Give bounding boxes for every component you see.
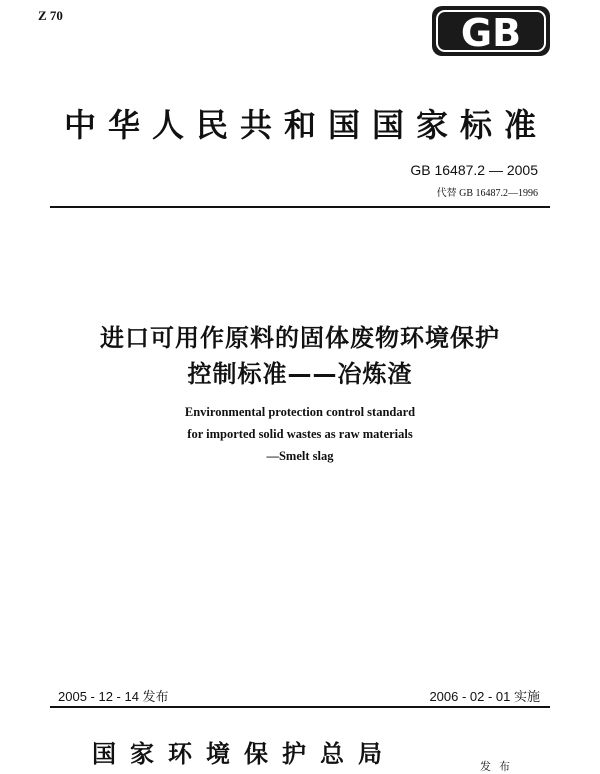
issuing-authority: 国家环境保护总局 <box>92 739 396 768</box>
ccs-code: Z 70 <box>38 8 63 23</box>
english-title-line-2: for imported solid wastes as raw materials <box>187 427 413 441</box>
gb-logo <box>432 6 550 56</box>
replaces-note: 代替 GB 16487.2—1996 <box>436 188 538 199</box>
english-title-line-1: Environmental protection control standard <box>184 405 416 419</box>
bottom-divider <box>50 706 550 708</box>
issue-date: 2005 - 12 - 14 发布 <box>58 689 169 704</box>
svg-text:GB: GB <box>460 11 522 55</box>
english-title-line-3: —Smelt slag <box>266 449 334 463</box>
implementation-date: 2006 - 02 - 01 实施 <box>429 689 540 704</box>
issued-label-partial: 发布 <box>480 760 518 773</box>
chinese-title-line-2: 控制标准——冶炼渣 <box>187 360 413 388</box>
chinese-title-line-1: 进口可用作原料的固体废物环境保护 <box>100 324 500 352</box>
standard-number: GB 16487.2 — 2005 <box>410 162 538 178</box>
top-divider <box>50 206 550 208</box>
national-standard-title: 中华人民共和国国家标准 <box>63 106 548 144</box>
